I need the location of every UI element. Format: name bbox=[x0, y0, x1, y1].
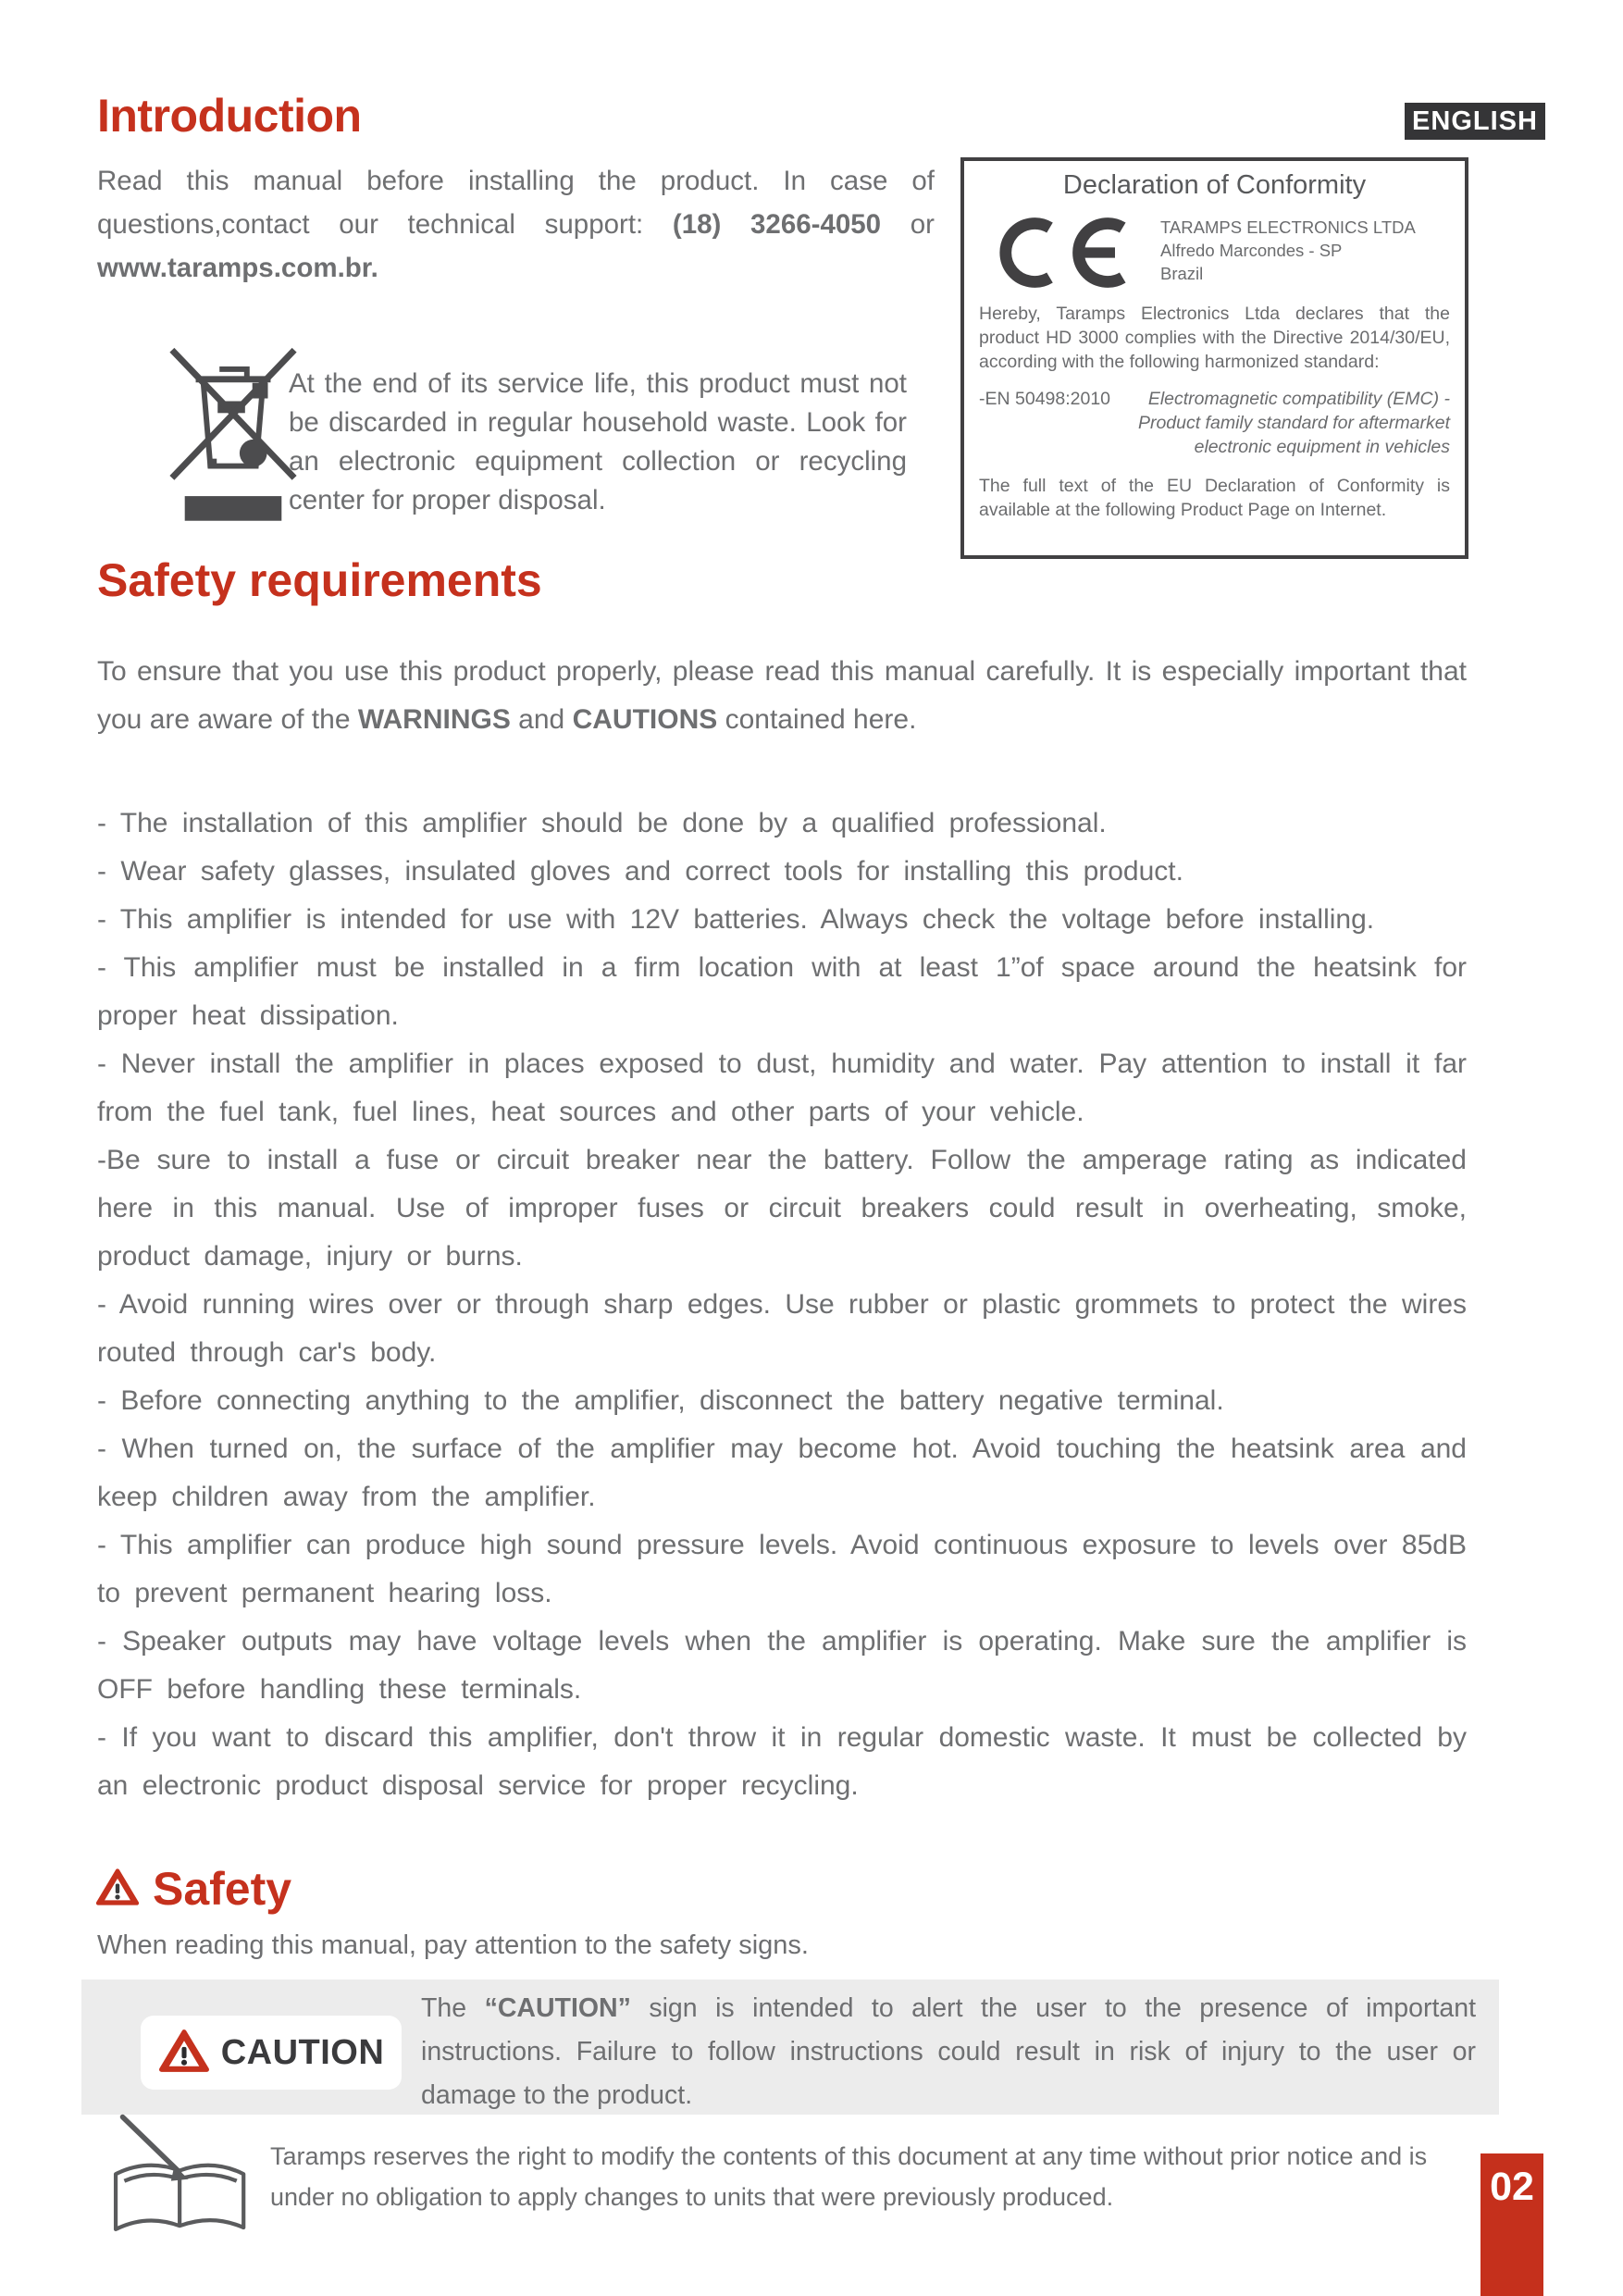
page-number: 02 bbox=[1490, 2165, 1534, 2209]
declaration-title: Declaration of Conformity bbox=[1062, 170, 1367, 200]
safety-heading bbox=[95, 1863, 292, 1915]
caution-text-1: The bbox=[421, 1993, 485, 2023]
footer-note-line2: under no obligation to apply changes to units that were previously produced. bbox=[270, 2183, 1114, 2211]
standard-title-3: electronic equipment in vehicles bbox=[1194, 437, 1450, 457]
caution-text bbox=[421, 1987, 1476, 2117]
safety-list-item: - If you want to discard this amplifier, don't throw it in regular domestic waste. It must be collected by an electronic product disposal service for proper recycling. bbox=[97, 1722, 1467, 1801]
safety-list-item: - Wear safety glasses, insulated gloves and correct tools for installing this product. bbox=[97, 856, 1183, 887]
safety-list-item: -Be sure to install a fuse or circuit breaker near the battery. Follow the amperage rating as indicated here in this manual. Use of improper fuses or circuit breakers could result in overheating, smoke, product damage, injury or burns. bbox=[97, 1145, 1467, 1272]
safety-list-item: - Before connecting anything to the amplifier, disconnect the battery negative terminal. bbox=[97, 1385, 1224, 1416]
safety-list-item: - When turned on, the surface of the amplifier may become hot. Avoid touching the heatsink area and keep children away from the amplifier. bbox=[97, 1433, 1467, 1512]
safety-list bbox=[97, 800, 1467, 1810]
intro-text-2: or bbox=[881, 209, 935, 240]
declaration-footer: The full text of the EU Declaration of Conformity is available at the following Product Page on Internet. bbox=[979, 476, 1450, 520]
declaration-box bbox=[960, 157, 1468, 559]
declaration-body: Hereby, Taramps Electronics Ltda declares that the product HD 3000 complies with the Directive 2014/30/EU, according with the following harmonized standard: bbox=[979, 304, 1450, 372]
website-link: www.taramps.com.br. bbox=[97, 253, 378, 283]
safety-list-item: - This amplifier must be installed in a firm location with at least 1”of space around the heatsink for proper heat dissipation. bbox=[97, 952, 1467, 1031]
ce-row bbox=[979, 205, 1450, 300]
company-address bbox=[1160, 216, 1416, 285]
company-country: Brazil bbox=[1160, 264, 1204, 283]
caution-label: CAUTION bbox=[220, 2032, 385, 2072]
standard-title-1: Electromagnetic compatibility (EMC) - bbox=[1147, 389, 1450, 409]
warnings-word: WARNINGS bbox=[357, 704, 511, 735]
section-title-safety-requirements: Safety requirements bbox=[97, 554, 542, 606]
page-title: Introduction bbox=[97, 90, 362, 142]
note-book-pencil-icon bbox=[104, 2112, 259, 2246]
disposal-text: At the end of its service life, this product must not be discarded in regular household waste. Look for an electronic equipment collection or recycling center for proper disposal. bbox=[289, 368, 907, 515]
caution-text-bold: “CAUTION” bbox=[484, 1993, 631, 2023]
caution-text-2: sign is intended to alert the user to the presence of important instructions. Failure to follow instructions could result in risk of injury to the user or damage to the product. bbox=[421, 1993, 1476, 2110]
safety-intro bbox=[97, 648, 1467, 744]
warning-triangle-icon bbox=[95, 1868, 140, 1911]
safety-title: Safety bbox=[153, 1863, 292, 1915]
page-number-strip bbox=[1481, 2153, 1543, 2296]
company-name: TARAMPS ELECTRONICS LTDA bbox=[1160, 217, 1416, 237]
safety-list-item: - This amplifier is intended for use with 12V batteries. Always check the voltage before installing. bbox=[97, 904, 1375, 935]
caution-badge bbox=[141, 2016, 402, 2090]
support-phone: (18) 3266-4050 bbox=[672, 209, 882, 240]
safety-caption: When reading this manual, pay attention to the safety signs. bbox=[97, 1930, 809, 1960]
waste-bin-crossed-icon bbox=[165, 342, 302, 530]
standard-title-2: Product family standard for aftermarket bbox=[1137, 413, 1450, 433]
cautions-word: CAUTIONS bbox=[572, 704, 718, 735]
declaration-standard bbox=[979, 387, 1450, 459]
safety-list-item: - Avoid running wires over or through sharp edges. Use rubber or plastic grommets to protect the wires routed through car's body. bbox=[97, 1289, 1467, 1368]
safety-list-item: - Speaker outputs may have voltage levels when the amplifier is operating. Make sure the amplifier is OFF before handling these terminals. bbox=[97, 1626, 1467, 1705]
safety-intro-text: To ensure that you use this product properly, please read this manual carefully. It is especially important that you are aware of the bbox=[97, 656, 1467, 735]
intro-paragraph bbox=[97, 159, 935, 290]
standard-code: -EN 50498:2010 bbox=[979, 389, 1111, 409]
safety-list-item: - This amplifier can produce high sound pressure levels. Avoid continuous exposure to levels over 85dB to prevent permanent hearing loss. bbox=[97, 1530, 1467, 1608]
safety-list-item: - Never install the amplifier in places exposed to dust, humidity and water. Pay attention to install it far from the fuel tank, fuel lines, heat sources and other parts of your vehicle. bbox=[97, 1049, 1467, 1127]
ce-mark-icon bbox=[996, 210, 1134, 300]
safety-list-item: - The installation of this amplifier should be done by a qualified professional. bbox=[97, 808, 1107, 838]
company-city: Alfredo Marcondes - SP bbox=[1160, 241, 1343, 260]
intro-text: Read this manual before installing the product. In case of questions,contact our technical support: bbox=[97, 166, 935, 240]
caution-triangle-icon bbox=[158, 2028, 210, 2079]
language-badge: ENGLISH bbox=[1405, 103, 1545, 140]
safety-intro-text-2: and bbox=[510, 704, 573, 735]
safety-intro-text-3: contained here. bbox=[717, 704, 917, 735]
footer-note-line1: Taramps reserves the right to modify the contents of this document at any time without prior notice and is bbox=[270, 2142, 1428, 2170]
